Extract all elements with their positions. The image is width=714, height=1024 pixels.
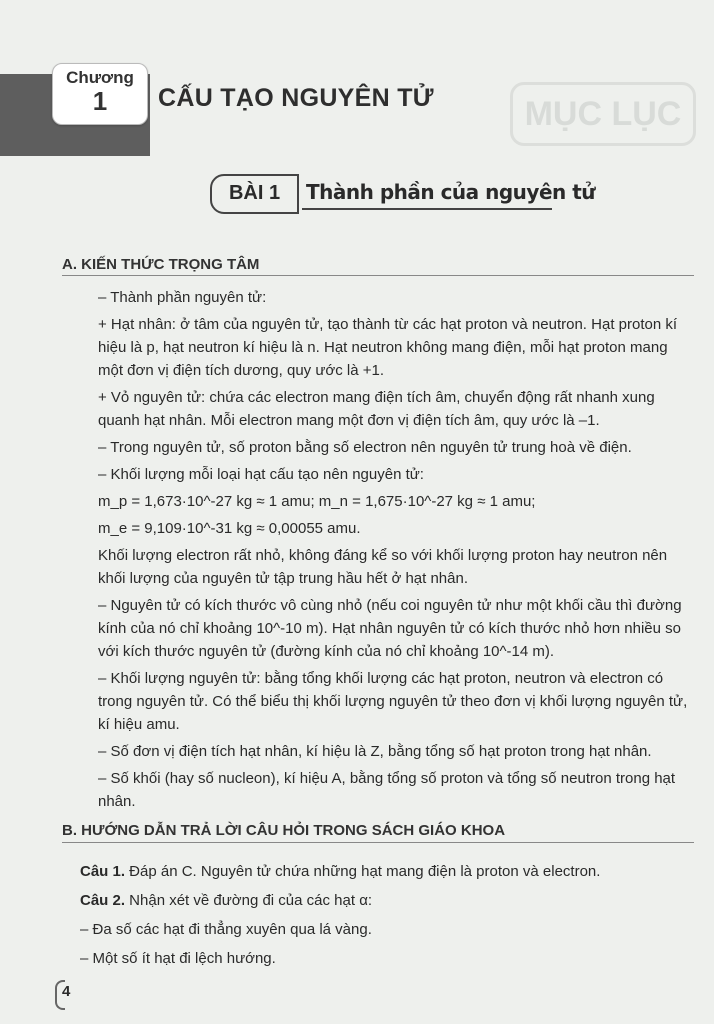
list-item: – Một số ít hạt đi lệch hướng. — [80, 950, 276, 967]
chapter-number: 1 — [92, 86, 108, 116]
answer-2 — [80, 889, 696, 912]
lesson-title: Thành phần của nguyên tử — [306, 180, 596, 204]
paragraph: Khối lượng electron rất nhỏ, không đáng kể so với khối lượng proton hay neutron nên khối lượng của nguyên tử tập trung hầu hết ở hạt nhân. — [98, 547, 668, 587]
answer-text: Nhận xét về đường đi của các hạt α: — [125, 892, 373, 909]
paragraph: – Khối lượng nguyên tử: bằng tổng khối lượng các hạt proton, neutron và electron có trong nguyên tử. Có thể biểu thị khối lượng nguyên tử theo đơn vị khối lượng nguyên tử, kí hiệu amu. — [98, 670, 688, 733]
paragraph: – Thành phần nguyên tử: — [98, 289, 267, 306]
chapter-badge — [52, 63, 148, 125]
formula-line: m_p = 1,673·10^-27 kg ≈ 1 amu; m_n = 1,675·10^-27 kg ≈ 1 amu; — [98, 493, 536, 510]
section-a-body — [98, 286, 696, 817]
section-b-rule — [62, 842, 694, 843]
paragraph: + Hạt nhân: ở tâm của nguyên tử, tạo thành từ các hạt proton và neutron. Hạt proton kí hiệu là p, hạt neutron kí hiệu là n. Hạt neutron không mang điện, mỗi hạt proton mang một đơn vị điện tích dương, quy ước là +1. — [98, 316, 678, 379]
paragraph: – Nguyên tử có kích thước vô cùng nhỏ (nếu coi nguyên tử như một khối cầu thì đường kính của nó chỉ khoảng 10^-10 m). Hạt nhân nguyên tử có kích thước nhỏ hơn nhiều so với kích thước nguyên tử (đường kính của nó chỉ khoảng 10^-14 m). — [98, 597, 682, 660]
question-label: Câu 1. — [80, 863, 126, 880]
lesson-underline — [302, 208, 552, 210]
chapter-title: CẤU TẠO NGUYÊN TỬ — [158, 84, 434, 112]
paragraph: – Khối lượng mỗi loại hạt cấu tạo nên nguyên tử: — [98, 466, 424, 483]
paragraph: – Số đơn vị điện tích hạt nhân, kí hiệu là Z, bằng tổng số hạt proton trong hạt nhân. — [98, 743, 652, 760]
ghost-heading: MỤC LỤC — [510, 82, 696, 146]
answer-text: Đáp án C. Nguyên tử chứa những hạt mang điện là proton và electron. — [125, 863, 601, 880]
formula-line: m_e = 9,109·10^-31 kg ≈ 0,00055 amu. — [98, 520, 361, 537]
section-b-heading: B. HƯỚNG DẪN TRẢ LỜI CÂU HỎI TRONG SÁCH GIÁO KHOA — [62, 822, 506, 839]
page-number: 4 — [62, 983, 71, 1000]
chapter-word: Chương — [66, 68, 134, 87]
section-b-body — [80, 860, 696, 976]
section-a-rule — [62, 275, 694, 276]
question-label: Câu 2. — [80, 892, 126, 909]
lesson-label: BÀI 1 — [210, 174, 299, 214]
answer-1 — [80, 860, 696, 883]
section-a-heading: A. KIẾN THỨC TRỌNG TÂM — [62, 256, 260, 273]
paragraph: – Trong nguyên tử, số proton bằng số electron nên nguyên tử trung hoà về điện. — [98, 439, 632, 456]
list-item: – Đa số các hạt đi thẳng xuyên qua lá vàng. — [80, 921, 372, 938]
paragraph: – Số khối (hay số nucleon), kí hiệu A, bằng tổng số proton và tổng số neutron trong hạt nhân. — [98, 770, 676, 810]
paragraph: + Vỏ nguyên tử: chứa các electron mang điện tích âm, chuyển động rất nhanh xung quanh hạt nhân. Mỗi electron mang một đơn vị điện tích âm, quy ước là –1. — [98, 389, 655, 429]
